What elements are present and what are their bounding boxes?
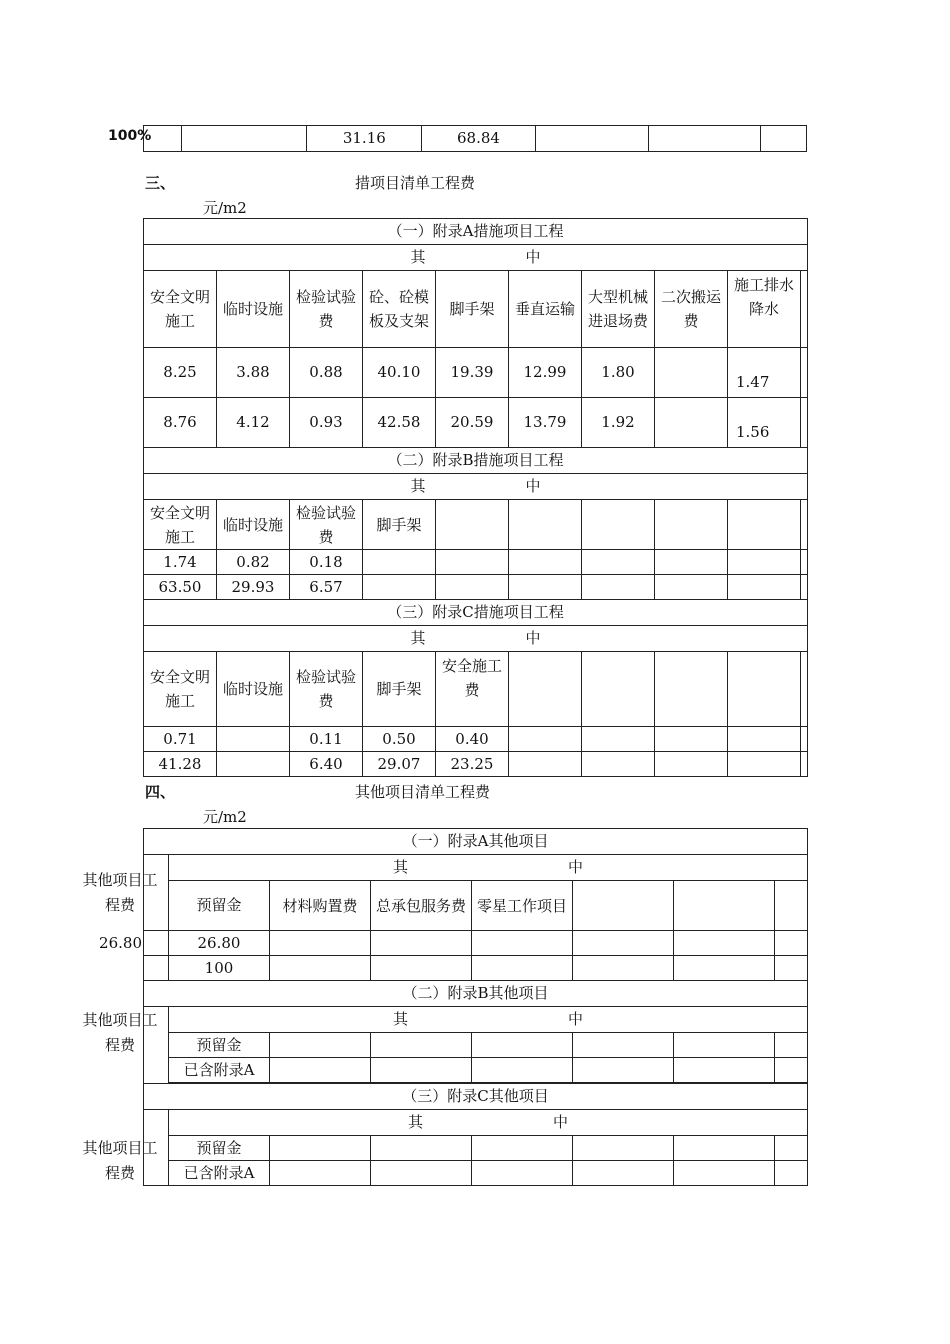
header-cell: 材料购置费	[270, 881, 371, 931]
header-cell: 脚手架	[363, 652, 436, 727]
table-cell: 29.07	[363, 752, 436, 777]
top-row-table	[143, 125, 807, 152]
header-cell: 砼、砼模板及支架	[363, 271, 436, 348]
table-cell: 6.40	[290, 752, 363, 777]
other-a-side-value: 26.80	[99, 934, 142, 952]
table-cell: 预留金	[169, 1033, 270, 1058]
sec3-title: 措项目清单工程费	[355, 174, 476, 192]
table-a-title: （一）附录A措施项目工程	[144, 219, 808, 245]
header-cell: 脚手架	[363, 500, 436, 550]
table-cell: 40.10	[363, 348, 436, 398]
table-cell: 20.59	[436, 398, 509, 448]
table-cell: 100	[169, 956, 270, 981]
table-cell: 0.40	[436, 727, 509, 752]
table-cell: 已含附录A	[169, 1161, 270, 1186]
table-cell	[655, 398, 728, 448]
table-cell: 0.71	[144, 727, 217, 752]
header-cell: 临时设施	[217, 271, 290, 348]
sec3-unit: 元/m2	[203, 199, 247, 217]
other-b-side-label: 其他项目工程费	[82, 1011, 158, 1054]
sec4-title: 其他项目清单工程费	[355, 783, 491, 801]
sec3-number: 三、	[145, 174, 176, 192]
other-c-side-label: 其他项目工程费	[82, 1139, 158, 1182]
header-cell: 检验试验费	[290, 652, 363, 727]
other-b-qizhong: 其 中	[169, 1007, 808, 1033]
header-cell: 总承包服务费	[371, 881, 472, 931]
top-pct: 100%	[108, 128, 152, 144]
table-c-title: （三）附录C措施项目工程	[144, 600, 808, 626]
table-cell: 4.12	[217, 398, 290, 448]
header-cell: 安全文明施工	[144, 271, 217, 348]
table-cell: 8.25	[144, 348, 217, 398]
table-cell: 1.47	[728, 348, 801, 398]
table-cell: 13.79	[509, 398, 582, 448]
table-cell	[217, 752, 290, 777]
header-cell: 临时设施	[217, 652, 290, 727]
sec4-number: 四、	[145, 783, 176, 801]
table-cell: 26.80	[169, 931, 270, 956]
header-cell: 安全文明施工	[144, 652, 217, 727]
other-a-title: （一）附录A其他项目	[144, 829, 808, 855]
table-cell: 0.11	[290, 727, 363, 752]
table-cell: 预留金	[169, 1136, 270, 1161]
table-cell: 63.50	[144, 575, 217, 600]
table-cell: 0.88	[290, 348, 363, 398]
table-cell: 1.80	[582, 348, 655, 398]
header-cell: 安全文明施工	[144, 500, 217, 550]
table-cell: 42.58	[363, 398, 436, 448]
table-cell: 0.50	[363, 727, 436, 752]
table-c-qizhong: 其 中	[144, 626, 808, 652]
table-cell: 6.57	[290, 575, 363, 600]
table-cell: 0.93	[290, 398, 363, 448]
header-cell: 二次搬运费	[655, 271, 728, 348]
table-cell	[217, 727, 290, 752]
other-a-side-label: 其他项目工程费	[82, 871, 158, 914]
other-c-title: （三）附录C其他项目	[144, 1084, 808, 1110]
header-cell: 脚手架	[436, 271, 509, 348]
measures-table-a	[143, 218, 808, 777]
table-cell: 23.25	[436, 752, 509, 777]
top-v1: 31.16	[307, 126, 422, 152]
table-cell: 0.82	[217, 550, 290, 575]
other-b-title: （二）附录B其他项目	[144, 981, 808, 1007]
table-cell: 12.99	[509, 348, 582, 398]
table-b-title: （二）附录B措施项目工程	[144, 448, 808, 474]
table-cell: 3.88	[217, 348, 290, 398]
table-b-qizhong: 其 中	[144, 474, 808, 500]
header-cell: 检验试验费	[290, 500, 363, 550]
table-cell	[655, 348, 728, 398]
header-cell: 施工排水降水	[728, 271, 801, 348]
table-cell: 41.28	[144, 752, 217, 777]
table-a-qizhong: 其 中	[144, 245, 808, 271]
header-cell: 安全施工费	[436, 652, 509, 727]
table-cell: 8.76	[144, 398, 217, 448]
header-cell: 垂直运输	[509, 271, 582, 348]
table-cell: 29.93	[217, 575, 290, 600]
header-cell: 临时设施	[217, 500, 290, 550]
header-cell: 大型机械进退场费	[582, 271, 655, 348]
header-cell: 检验试验费	[290, 271, 363, 348]
table-cell: 1.56	[728, 398, 801, 448]
header-cell: 预留金	[169, 881, 270, 931]
header-cell: 零星工作项目	[472, 881, 573, 931]
table-cell: 19.39	[436, 348, 509, 398]
sec4-unit: 元/m2	[203, 808, 247, 826]
table-cell: 已含附录A	[169, 1058, 270, 1083]
other-a-qizhong: 其 中	[169, 855, 808, 881]
other-items-table	[143, 828, 808, 1186]
other-c-qizhong: 其 中	[169, 1110, 808, 1136]
top-v2: 68.84	[422, 126, 535, 152]
table-cell: 0.18	[290, 550, 363, 575]
table-cell: 1.92	[582, 398, 655, 448]
table-cell: 1.74	[144, 550, 217, 575]
